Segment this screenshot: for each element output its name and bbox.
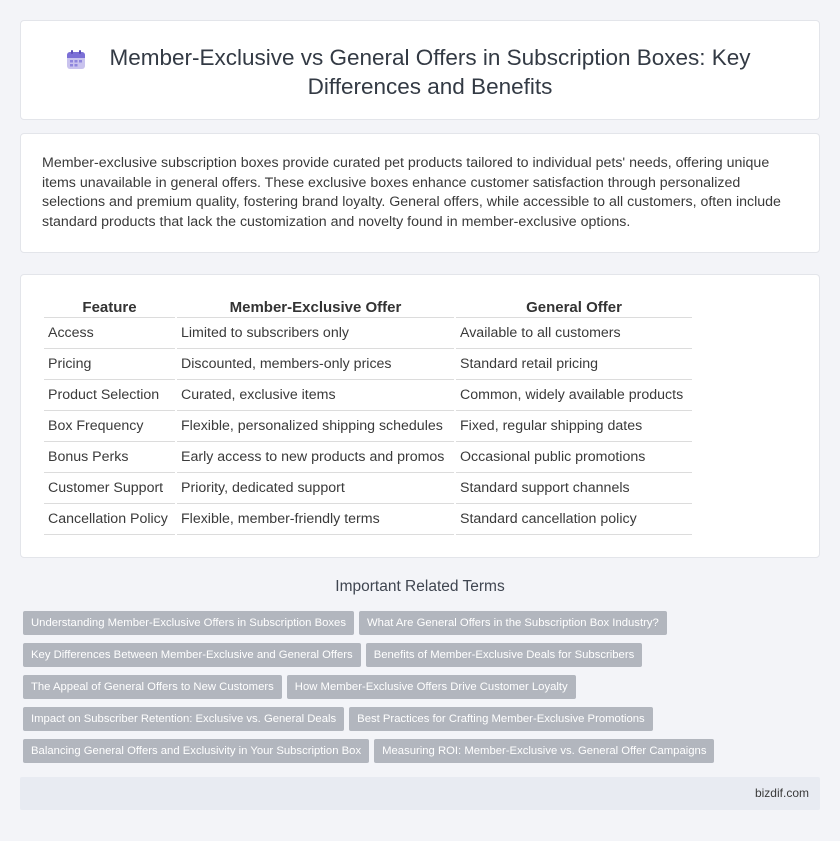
table-row [44, 349, 692, 380]
table-cell: Priority, dedicated support [177, 473, 454, 504]
table-cell: Box Frequency [44, 411, 175, 442]
table-cell: Product Selection [44, 380, 175, 411]
table-header-row [44, 297, 692, 318]
related-terms-list [23, 611, 813, 771]
page-title: Member-Exclusive vs General Offers in Subscription Boxes: Key Differences and Benefits [109, 45, 751, 99]
related-term-tag[interactable]: Key Differences Between Member-Exclusive and General Offers [23, 643, 361, 667]
table-row [44, 442, 692, 473]
related-term-tag[interactable]: How Member-Exclusive Offers Drive Customer Loyalty [287, 675, 576, 699]
related-term-tag[interactable]: Measuring ROI: Member-Exclusive vs. General Offer Campaigns [374, 739, 714, 763]
table-cell: Discounted, members-only prices [177, 349, 454, 380]
table-cell: Available to all customers [456, 318, 692, 349]
tag-row [23, 739, 813, 771]
column-header-feature: Feature [44, 297, 175, 318]
table-cell: Common, widely available products [456, 380, 692, 411]
table-cell: Occasional public promotions [456, 442, 692, 473]
related-term-tag[interactable]: The Appeal of General Offers to New Customers [23, 675, 282, 699]
intro-card [20, 133, 820, 253]
table-row [44, 473, 692, 504]
column-header-member-exclusive: Member-Exclusive Offer [177, 297, 454, 318]
table-cell: Access [44, 318, 175, 349]
table-cell: Curated, exclusive items [177, 380, 454, 411]
table-cell: Pricing [44, 349, 175, 380]
column-header-general: General Offer [456, 297, 692, 318]
related-term-tag[interactable]: Best Practices for Crafting Member-Exclusive Promotions [349, 707, 653, 731]
related-term-tag[interactable]: Impact on Subscriber Retention: Exclusive vs. General Deals [23, 707, 344, 731]
related-term-tag[interactable]: Balancing General Offers and Exclusivity in Your Subscription Box [23, 739, 369, 763]
tag-row [23, 643, 813, 675]
footer-site-link[interactable]: bizdif.com [754, 786, 809, 800]
header-card [20, 20, 820, 120]
table-cell: Bonus Perks [44, 442, 175, 473]
table-cell: Flexible, personalized shipping schedules [177, 411, 454, 442]
footer [20, 777, 820, 810]
table-cell: Standard retail pricing [456, 349, 692, 380]
intro-paragraph: Member-exclusive subscription boxes provide curated pet products tailored to individual pets' needs, offering unique items unavailable in general offers. These exclusive boxes enhance customer satisfaction through personalized selections and premium quality, fostering brand loyalty. General offers, while accessible to all customers, often include standard products that lack the customization and novelty found in member-exclusive options. [42, 155, 781, 230]
related-term-tag[interactable]: Understanding Member-Exclusive Offers in Subscription Boxes [23, 611, 354, 635]
table-row [44, 380, 692, 411]
related-terms-heading: Important Related Terms [335, 578, 505, 595]
table-row [44, 411, 692, 442]
table-cell: Fixed, regular shipping dates [456, 411, 692, 442]
table-cell: Early access to new products and promos [177, 442, 454, 473]
tag-row [23, 707, 813, 739]
table-cell: Customer Support [44, 473, 175, 504]
table-cell: Cancellation Policy [44, 504, 175, 535]
table-cell: Standard cancellation policy [456, 504, 692, 535]
table-row [44, 318, 692, 349]
table-cell: Flexible, member-friendly terms [177, 504, 454, 535]
table-row [44, 504, 692, 535]
comparison-table-card [20, 274, 820, 558]
table-cell: Limited to subscribers only [177, 318, 454, 349]
tag-row [23, 611, 813, 643]
tag-row [23, 675, 813, 707]
related-term-tag[interactable]: What Are General Offers in the Subscription Box Industry? [359, 611, 667, 635]
related-term-tag[interactable]: Benefits of Member-Exclusive Deals for Subscribers [366, 643, 643, 667]
comparison-table [42, 297, 694, 535]
table-cell: Standard support channels [456, 473, 692, 504]
